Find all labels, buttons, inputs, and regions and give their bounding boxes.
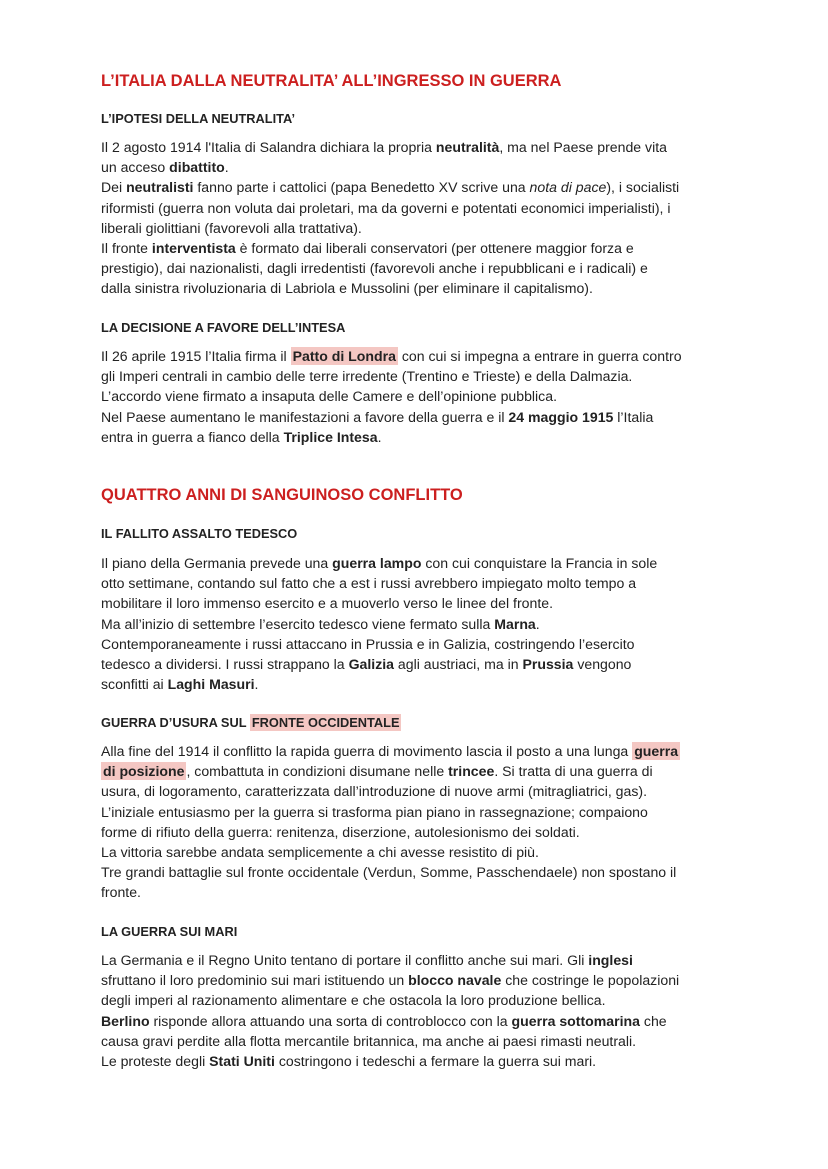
text-line: Tre grandi battaglie sul fronte occidentale (Verdun, Somme, Passchendaele) non spostano il: [101, 864, 677, 881]
highlight-guerra: guerra: [634, 743, 679, 759]
text-line: Dei neutralisti fanno parte i cattolici (papa Benedetto XV scrive una nota di pace), i socialisti: [101, 179, 680, 196]
text-line: sfruttano il loro predominio sui mari istituendo un blocco navale che costringe le popolazioni: [101, 972, 680, 989]
text-line: Nel Paese aumentano le manifestazioni a favore della guerra e il 24 maggio 1915 l’Italia: [101, 408, 654, 425]
text-line: L’iniziale entusiasmo per la guerra si trasforma pian piano in rassegnazione; compaiono: [101, 803, 648, 820]
highlight-patto-di-londra: Patto di Londra: [292, 348, 396, 364]
paragraph-mari: [101, 950, 741, 1071]
text-line: Il piano della Germania prevede una guerra lampo con cui conquistare la Francia in sole: [101, 555, 658, 571]
text-line: Berlino risponde allora attuando una sorta di controblocco con la guerra sottomarina che: [101, 1012, 667, 1029]
text-line: Le proteste degli Stati Uniti costringono i tedeschi a fermare la guerra sui mari.: [101, 1053, 597, 1070]
text-line: otto settimane, contando sul fatto che a est i russi avrebbero impiegato molto tempo a: [101, 575, 637, 592]
text-line: un acceso dibattito.: [101, 159, 229, 176]
subsection-title-mari: LA GUERRA SUI MARI: [101, 924, 238, 939]
text-line: La vittoria sarebbe andata semplicemente a chi avesse resistito di più.: [101, 844, 539, 861]
text-line: L’accordo viene firmato a insaputa delle Camere e dell’opinione pubblica.: [101, 388, 557, 405]
text-line: liberali giolittiani (favorevoli alla trattativa).: [101, 219, 362, 236]
highlight-fronte-occidentale: FRONTE OCCIDENTALE: [251, 715, 400, 730]
text-line: Il 26 aprile 1915 l’Italia firma il Patto di Londra con cui si impegna a entrare in guerra contro: [101, 348, 682, 364]
text-line: mobilitare il loro immenso esercito e a muoverlo verso le linee del fronte.: [101, 595, 553, 612]
text-line: sconfitti ai Laghi Masuri.: [101, 676, 259, 693]
text-line: usura, di logoramento, caratterizzata dall’introduzione di nuove armi (mitragliatrici, gas).: [101, 783, 647, 800]
text-line: causa gravi perdite alla flotta mercantile britannica, ma anche ai paesi rimasti neutrali.: [101, 1032, 637, 1049]
text-line: gli Imperi centrali in cambio delle terre irredente (Trentino e Trieste) e della Dalmazia.: [101, 368, 633, 385]
text-line: Il 2 agosto 1914 l'Italia di Salandra dichiara la propria neutralità, ma nel Paese prende vita: [101, 139, 667, 155]
text-line: Alla fine del 1914 il conflitto la rapida guerra di movimento lascia il posto a una lunga guerra: [101, 743, 679, 759]
subsection-title-ipotesi: L’IPOTESI DELLA NEUTRALITA’: [101, 111, 296, 126]
text-line: riformisti (guerra non voluta dai proletari, ma da governi e potentati economici imperialisti), i: [101, 199, 671, 216]
text-line: degli imperi al razionamento alimentare e che ostacola la loro produzione bellica.: [101, 992, 606, 1009]
subsection-title-usura: GUERRA D’USURA SUL FRONTE OCCIDENTALE: [101, 715, 400, 730]
text-line: La Germania e il Regno Unito tentano di portare il conflitto anche sui mari. Gli inglesi: [101, 952, 633, 968]
text-line: Il fronte interventista è formato dai liberali conservatori (per ottenere maggior forza e: [101, 240, 634, 257]
subsection-title-decisione: LA DECISIONE A FAVORE DELL’INTESA: [101, 320, 346, 335]
paragraph-decisione: [101, 346, 741, 447]
highlight-di-posizione: di posizione: [103, 763, 185, 780]
text-line: Contemporaneamente i russi attaccano in Prussia e in Galizia, costringendo l’esercito: [101, 635, 635, 652]
text-line: dalla sinistra rivoluzionaria di Labriola e Mussolini (per eliminare il capitalismo).: [101, 280, 593, 297]
text-line: prestigio), dai nazionalisti, dagli irredentisti (favorevoli anche i repubblicani e i radicali) e: [101, 260, 648, 277]
text-line: Ma all’inizio di settembre l’esercito tedesco viene fermato sulla Marna.: [101, 615, 540, 632]
subsection-title-assalto: IL FALLITO ASSALTO TEDESCO: [101, 526, 298, 541]
paragraph-usura: [101, 741, 741, 903]
text-line: di posizione , combattuta in condizioni disumane nelle trincee. Si tratta di una guerra di: [103, 763, 653, 780]
text-line: forme di rifiuto della guerra: renitenza, diserzione, autolesionismo dei soldati.: [101, 823, 580, 840]
paragraph-ipotesi: [101, 137, 741, 299]
paragraph-assalto: [101, 553, 741, 694]
section-title-conflitto: QUATTRO ANNI DI SANGUINOSO CONFLITTO: [101, 486, 463, 504]
section-title-neutralita: L’ITALIA DALLA NEUTRALITA’ ALL’INGRESSO IN GUERRA: [101, 72, 562, 90]
text-line: tedesco a dividersi. I russi strappano la Galizia agli austriaci, ma in Prussia vengono: [101, 656, 632, 673]
text-line: entra in guerra a fianco della Triplice Intesa.: [101, 428, 382, 445]
text-line: fronte.: [101, 884, 141, 901]
